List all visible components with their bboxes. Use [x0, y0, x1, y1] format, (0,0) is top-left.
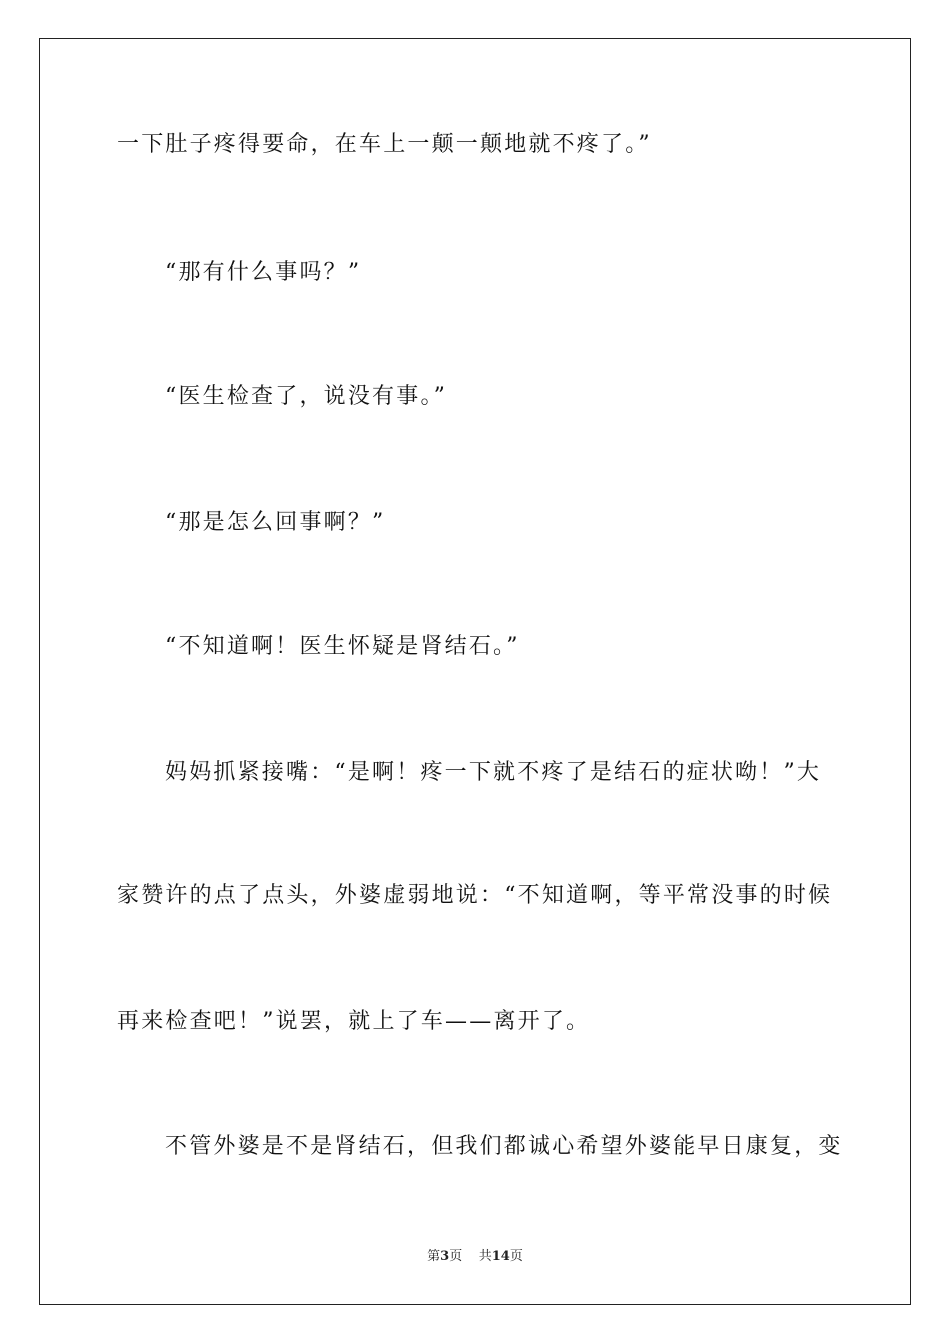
footer-page-current: 3: [440, 1249, 450, 1264]
paragraph-line-4: “那是怎么回事啊？”: [165, 510, 386, 535]
paragraph-line-9: 不管外婆是不是肾结石，但我们都诚心希望外婆能早日康复，变: [165, 1134, 843, 1159]
paragraph-line-3: “医生检查了，说没有事。”: [165, 384, 448, 409]
page-frame: [39, 38, 911, 1305]
footer-total-prefix: 共: [478, 1249, 492, 1264]
paragraph-line-7: 家赞许的点了点头，外婆虚弱地说：“不知道啊，等平常没事的时候: [117, 883, 833, 908]
paragraph-line-1: 一下肚子疼得要命，在车上一颠一颠地就不疼了。”: [117, 132, 652, 157]
footer-total-suffix: 页: [509, 1249, 523, 1264]
footer-page-prefix: 第: [427, 1249, 441, 1264]
page-footer: [0, 1249, 950, 1265]
paragraph-line-2: “那有什么事吗？”: [165, 260, 362, 285]
paragraph-line-8: 再来检查吧！”说罢，就上了车——离开了。: [117, 1009, 591, 1034]
footer-page-total: 14: [491, 1249, 510, 1264]
paragraph-line-5: “不知道啊！医生怀疑是肾结石。”: [165, 634, 520, 659]
footer-page-suffix: 页: [449, 1249, 463, 1264]
paragraph-line-6: 妈妈抓紧接嘴：“是啊！疼一下就不疼了是结石的症状呦！”大: [165, 760, 822, 785]
